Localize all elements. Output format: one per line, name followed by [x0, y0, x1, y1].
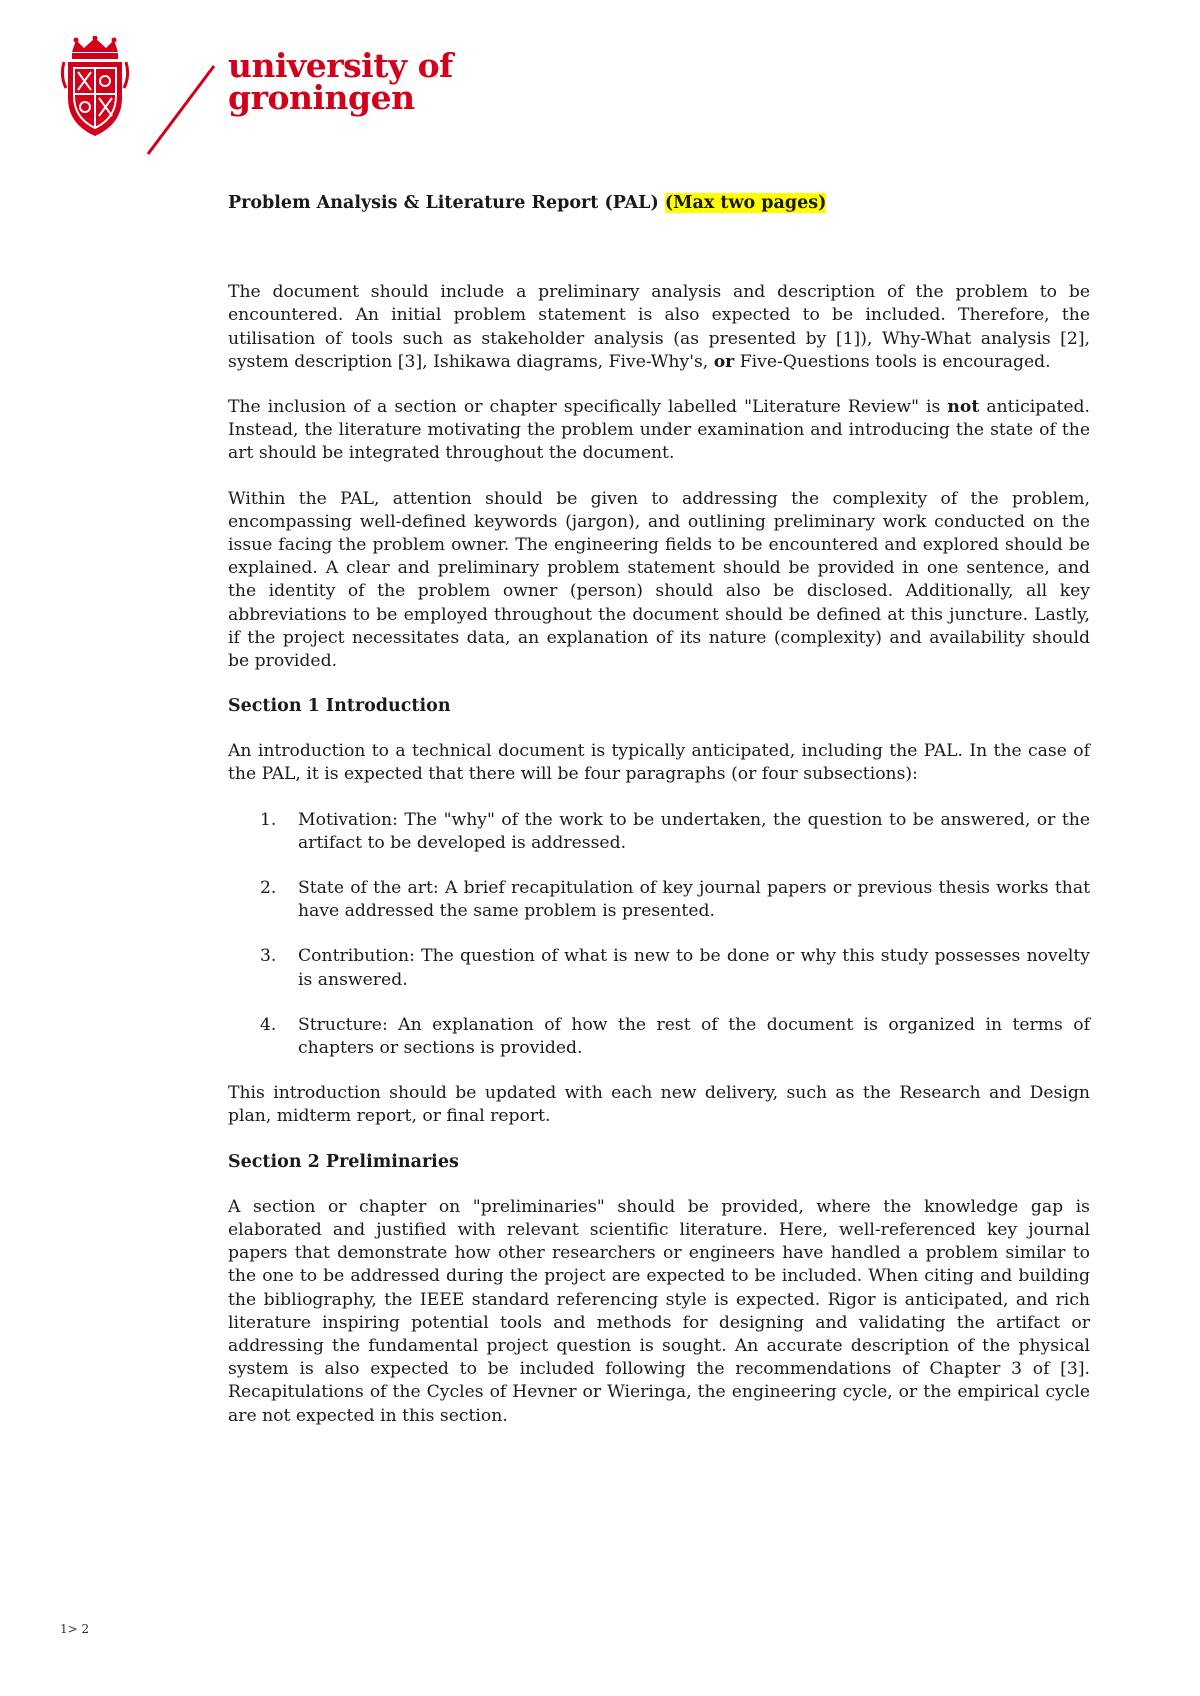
- intro-paragraph-1: [228, 281, 1090, 374]
- list-item-text: Contribution: The question of what is new to be done or why this study possesses novelty is answered.: [298, 946, 1090, 990]
- list-item-number: 4.: [260, 1014, 277, 1035]
- list-item: [228, 945, 1090, 991]
- logo-slash-divider: [144, 64, 234, 156]
- university-crest-icon: [60, 36, 130, 140]
- intro-p2-bold: not: [947, 397, 980, 418]
- document-title: [228, 192, 1090, 215]
- intro-paragraph-2: [228, 396, 1090, 466]
- university-logo: [60, 36, 480, 146]
- section-1-paragraph-2: This introduction should be updated with each new delivery, such as the Research and Design plan, midterm report, or final report.: [228, 1083, 1090, 1127]
- title-page-limit-note: (Max two pages): [664, 193, 827, 213]
- page-number: 1> 2: [60, 1622, 90, 1636]
- list-item: [228, 1014, 1090, 1060]
- section-2-paragraph-1: A section or chapter on "preliminaries" should be provided, where the knowledge gap is elaborated and justified with relevant scientific literature. Here, well-referenced key journal papers that demonstrate how other researchers or engineers have handled a problem similar to the one to be addressed during the project are expected to be included. When citing and building the bibliography, the IEEE standard referencing style is expected. Rigor is anticipated, and rich literature inspiring potential tools and methods for designing and validating the artifact or addressing the fundamental project question is sought. An accurate description of the physical system is also expected to be included following the recommendations of Chapter 3 of [3]. Recapitulations of the Cycles of Hevner or Wieringa, the engineering cycle, or the empirical cycle are not expected in this section.: [228, 1196, 1090, 1426]
- document-body: [228, 192, 1090, 1450]
- intro-p1-text-a: The document should include a preliminary analysis and description of the problem to be encountered. An initial problem statement is also expected to be included. Therefore, the utilisation of tools such as stakeholder analysis (as presented by [1]), Why-What analysis [2], system description [3], Ishikawa diagrams, Five-Why's,: [228, 282, 1090, 372]
- list-item-number: 2.: [260, 878, 277, 899]
- university-wordmark: [228, 46, 453, 117]
- list-item-text: Motivation: The "why" of the work to be undertaken, the question to be answered, or the artifact to be developed is addressed.: [298, 809, 1090, 853]
- list-item-number: 1.: [260, 809, 277, 830]
- list-item: [228, 877, 1090, 923]
- section-1-heading: Section 1 Introduction: [228, 696, 451, 717]
- intro-p2-text-a: The inclusion of a section or chapter specifically labelled "Literature Review" is: [228, 397, 948, 418]
- intro-p1-text-b: Five-Questions tools is encouraged.: [734, 351, 1051, 372]
- section-1-paragraph-1: An introduction to a technical document is typically anticipated, including the PAL. In the case of the PAL, it is expected that there will be four paragraphs (or four subsections):: [228, 741, 1090, 785]
- list-item: [228, 809, 1090, 855]
- list-item-text: State of the art: A brief recapitulation of key journal papers or previous thesis works that have addressed the same problem is presented.: [298, 878, 1090, 922]
- list-item-number: 3.: [260, 946, 277, 967]
- section-1-numbered-list: [228, 809, 1090, 1061]
- intro-paragraph-3: Within the PAL, attention should be given to addressing the complexity of the problem, encompassing well-defined keywords (jargon), and outlining preliminary work conducted on the issue facing the problem owner. The engineering fields to be encountered and explored should be explained. A clear and preliminary problem statement should be provided in one sentence, and the identity of the problem owner (person) should also be disclosed. Additionally, all key abbreviations to be employed throughout the document should be defined at this juncture. Lastly, if the project necessitates data, an explanation of its nature (complexity) and availability should be provided.: [228, 488, 1090, 672]
- wordmark-line1: university of: [228, 46, 453, 85]
- section-2-heading: Section 2 Preliminaries: [228, 1151, 459, 1172]
- wordmark-line2: groningen: [228, 78, 415, 117]
- intro-p2-text-b: anticipated. Instead, the literature motivating the problem under examination and introducing the state of the art should be integrated throughout the document.: [228, 397, 1090, 464]
- list-item-text: Structure: An explanation of how the rest of the document is organized in terms of chapters or sections is provided.: [298, 1014, 1090, 1059]
- title-main: Problem Analysis & Literature Report (PAL): [228, 193, 659, 213]
- intro-p1-bold: or: [713, 351, 735, 372]
